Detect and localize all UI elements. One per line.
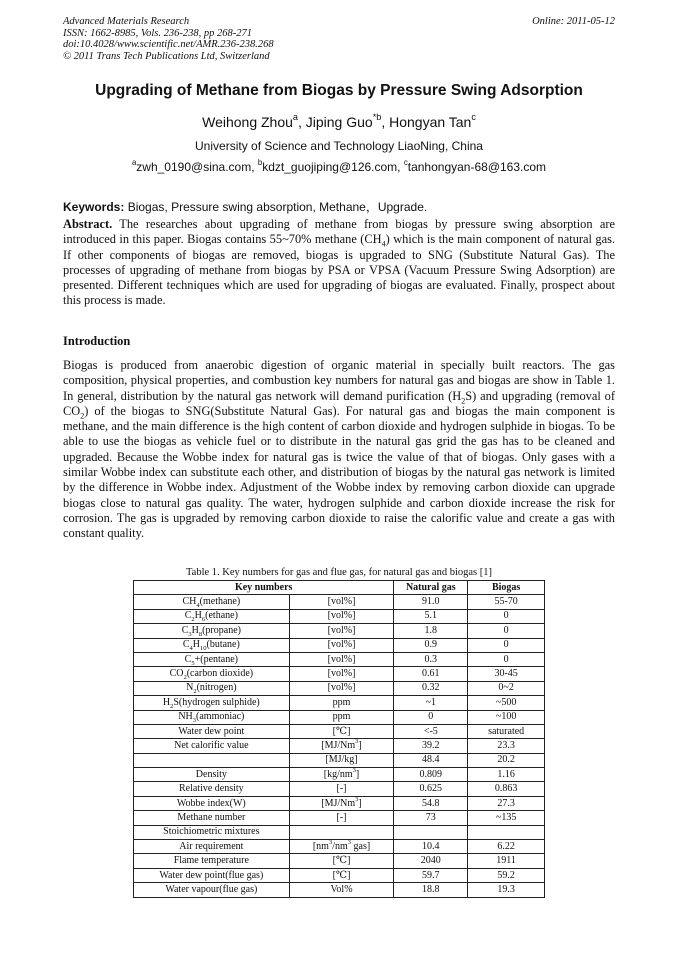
key-cell (134, 796, 290, 810)
biogas-cell: 27.3 (468, 796, 545, 810)
natural-gas-cell: 2040 (394, 854, 468, 868)
biogas-cell: 23.3 (468, 739, 545, 753)
unit-cell (289, 652, 394, 666)
key-cell (134, 638, 290, 652)
cell-text: CH (182, 596, 197, 608)
biogas-cell: 55-70 (468, 595, 545, 609)
table-row (134, 753, 545, 767)
unit-cell (289, 624, 394, 638)
author-name: Hongyan Tan (389, 114, 472, 130)
cell-sub: 3 (192, 717, 197, 725)
natural-gas-cell: <-5 (394, 724, 468, 738)
cell-text: [℃] (332, 725, 351, 737)
biogas-cell: 1911 (468, 854, 545, 868)
cell-text: [-] (336, 811, 347, 823)
cell-text: Stoichiometric mixtures (163, 826, 260, 838)
cell-sub: 2 (193, 688, 197, 696)
natural-gas-cell: 0.32 (394, 681, 468, 695)
cell-text: H (162, 696, 171, 708)
key-cell (134, 883, 290, 897)
key-cell (134, 710, 290, 724)
abstract-text: ) which is the main component of natural gas. If other components of biogas are removed, biogas is upgraded to SNG (Substitute Natural Gas). The processes of upgrading of methane from biogas by PSA or VPSA (Vacuum Pressure Swing Adsorption) are presented. Different techniques which are used for upgrading of biogas are evaluated. Finally, prospect about this process is made. (63, 232, 615, 308)
table-row (134, 609, 545, 623)
biogas-cell: 19.3 (468, 883, 545, 897)
biogas-cell: 0 (468, 652, 545, 666)
biogas-cell: saturated (468, 724, 545, 738)
table-caption: Table 1. Key numbers for gas and flue gas, for natural gas and biogas [1] (185, 567, 492, 578)
biogas-cell: 0 (468, 624, 545, 638)
abstract-label: Abstract. (63, 217, 113, 231)
key-cell (134, 595, 290, 609)
paper-title: Upgrading of Methane from Biogas by Pressure Swing Adsorption (95, 82, 583, 99)
biogas-cell: 0 (468, 609, 545, 623)
author-name: Jiping Guo (305, 114, 373, 130)
cell-text: (carbon dioxide) (186, 668, 254, 680)
cell-sub: 2 (191, 616, 195, 624)
table-row (134, 883, 545, 897)
affiliation: University of Science and Technology LiaoNing, China (195, 139, 483, 153)
cell-text: [vol%] (327, 682, 356, 694)
cell-sub: 6 (201, 616, 206, 624)
cell-sup: 3 (355, 795, 359, 803)
keywords-label: Keywords: (63, 200, 125, 214)
cell-sub: 5 (191, 659, 195, 667)
natural-gas-cell (394, 825, 468, 839)
cell-text: H (194, 610, 202, 622)
table-row (134, 724, 545, 738)
unit-cell (289, 868, 394, 882)
key-cell (134, 825, 290, 839)
keywords-text: Biogas, Pressure swing absorption, Methane，Upgrade. (127, 200, 428, 214)
cell-text: Water vapour(flue gas) (165, 883, 258, 895)
key-cell (134, 782, 290, 796)
table-header-row (134, 581, 545, 595)
key-cell (134, 753, 290, 767)
cell-text: [℃] (332, 869, 351, 881)
unit-cell (289, 710, 394, 724)
cell-text: C (181, 624, 189, 636)
biogas-cell: ~135 (468, 811, 545, 825)
intro-text: ) of the biogas to SNG(Substitute Natural Gas). For natural gas and biogas the main component is methane, and the main difference is the high content of carbon dioxide and hydrogen sulphide in biogas. To be able to use the biogas as vehicle fuel or to distribute in the natural gas grid the gas has to be cleaned and upgraded. Because the Wobbe index for natural gas is twice the value of that of biogas. Only gases with a similar Wobbe index can substitute each other, and distribution of biogas by the natural gas network is limited by the difference in Wobbe index. Adjustment of the Wobbe index by removing carbon dioxide can upgrade biogas close to natural gas quality. The water, hydrogen sulphide and carbon dioxide increase the risk for corrosion. The gas is upgraded by removing carbon dioxide to raise the calorific value and create a gas with constant quality. (63, 403, 615, 541)
table-row (134, 710, 545, 724)
intro-sub: 2 (80, 411, 85, 421)
key-cell (134, 724, 290, 738)
cell-text: (butane) (206, 639, 240, 651)
table-row (134, 739, 545, 753)
natural-gas-cell: 59.7 (394, 868, 468, 882)
header-key-numbers: Key numbers (134, 581, 394, 595)
key-cell (134, 739, 290, 753)
unit-cell (289, 667, 394, 681)
key-cell (134, 609, 290, 623)
natural-gas-cell: 18.8 (394, 883, 468, 897)
cell-text: (ethane) (205, 610, 238, 622)
natural-gas-cell: 0.625 (394, 782, 468, 796)
cell-text: [℃] (332, 855, 351, 867)
biogas-cell: 1.16 (468, 768, 545, 782)
unit-cell (289, 811, 394, 825)
unit-cell (289, 609, 394, 623)
table-row (134, 638, 545, 652)
cell-sub: 2 (183, 674, 187, 682)
doi-line: doi:10.4028/www.scientific.net/AMR.236-238.268 (63, 39, 274, 50)
table-body (134, 595, 545, 897)
key-cell (134, 667, 290, 681)
key-cell (134, 624, 290, 638)
cell-text: [vol%] (327, 624, 356, 636)
natural-gas-cell: 73 (394, 811, 468, 825)
unit-cell (289, 825, 394, 839)
running-header (63, 16, 615, 62)
cell-text: Methane number (177, 811, 246, 823)
key-cell (134, 868, 290, 882)
author-sup: a (292, 112, 298, 123)
unit-cell (289, 638, 394, 652)
unit-cell (289, 681, 394, 695)
cell-text: (nitrogen) (196, 682, 237, 694)
biogas-cell: 30-45 (468, 667, 545, 681)
table-row (134, 595, 545, 609)
cell-text: +(pentane) (194, 653, 238, 665)
email-address[interactable]: tanhongyan-68@163.com (407, 160, 547, 174)
cell-text: Water dew point (178, 725, 245, 737)
cell-text: gas] (351, 840, 371, 852)
key-cell (134, 811, 290, 825)
issn-line: ISSN: 1662-8985, Vols. 236-238, pp 268-271 (63, 27, 252, 39)
unit-cell (289, 796, 394, 810)
key-cell (134, 681, 290, 695)
unit-cell (289, 854, 394, 868)
key-cell (134, 840, 290, 854)
unit-cell (289, 753, 394, 767)
intro-text: Biogas is produced from anaerobic digestion of organic material in specially built reactors. The gas composition, physical properties, and combustion key numbers for natural gas and biogas are show in Table 1. In general, distribution by the natural gas network will demand purification (H (63, 358, 615, 403)
natural-gas-cell: 0.3 (394, 652, 468, 666)
biogas-cell: 59.2 (468, 868, 545, 882)
email-sup: c (403, 158, 408, 168)
natural-gas-cell: 1.8 (394, 624, 468, 638)
natural-gas-cell: 39.2 (394, 739, 468, 753)
cell-text: Air requirement (179, 840, 244, 852)
cell-text: Wobbe index(W) (176, 797, 246, 809)
cell-text: ] (355, 768, 360, 780)
cell-text: S(hydrogen sulphide) (173, 696, 260, 708)
key-cell (134, 652, 290, 666)
table-row (134, 696, 545, 710)
cell-text: /nm (332, 840, 348, 852)
header-natural-gas: Natural gas (394, 581, 468, 595)
email-list: $^a$zwh_0190@sina.com, $^b$kdzt_guojiping@126.com, $^c$tanhongyan-68@163.com (131, 158, 547, 174)
cell-text: Net calorific value (174, 739, 249, 751)
cell-text: Flame temperature (173, 855, 249, 867)
natural-gas-cell: 48.4 (394, 753, 468, 767)
table-row (134, 782, 545, 796)
cell-text: CO (169, 668, 184, 680)
cell-text: (ammoniac) (196, 711, 245, 723)
cell-text: H (192, 639, 200, 651)
author-sup: c (471, 112, 476, 123)
journal-name: Advanced Materials Research (63, 16, 190, 27)
intro-sub: 2 (461, 396, 466, 406)
cell-sup: 3 (355, 738, 359, 746)
natural-gas-cell: 0 (394, 710, 468, 724)
natural-gas-cell: 10.4 (394, 840, 468, 854)
copyright-line: © 2011 Trans Tech Publications Ltd, Switzerland (63, 50, 270, 62)
cell-text: [vol%] (327, 639, 356, 651)
unit-cell (289, 739, 394, 753)
introduction-body (63, 358, 615, 542)
cell-text: Vol% (330, 883, 353, 895)
biogas-cell: 6.22 (468, 840, 545, 854)
natural-gas-cell: 54.8 (394, 796, 468, 810)
cell-text: [-] (336, 783, 347, 795)
cell-sub: 4 (189, 645, 193, 653)
intro-text: S) and upgrading (removal of CO (63, 388, 615, 418)
cell-text: H (191, 624, 199, 636)
introduction-heading: Introduction (63, 334, 131, 348)
cell-text: ] (358, 797, 362, 809)
abstract (63, 217, 615, 309)
natural-gas-cell: 0.61 (394, 667, 468, 681)
cell-sub: 8 (198, 630, 203, 638)
natural-gas-cell: 91.0 (394, 595, 468, 609)
biogas-cell (468, 825, 545, 839)
unit-cell (289, 724, 394, 738)
table-row (134, 681, 545, 695)
cell-text: [vol%] (327, 668, 356, 680)
keywords (63, 198, 615, 215)
cell-text: (propane) (202, 624, 241, 636)
cell-sub: 3 (188, 630, 192, 638)
cell-text: Density (195, 768, 227, 780)
table-row (134, 768, 545, 782)
cell-text: [kg/nm (323, 768, 353, 780)
cell-text: ppm (332, 711, 351, 723)
cell-text: [MJ/kg] (325, 754, 358, 766)
online-date: Online: 2011-05-12 (532, 16, 615, 27)
cell-sup: 3 (347, 838, 352, 846)
table-row (134, 796, 545, 810)
natural-gas-cell: 5.1 (394, 609, 468, 623)
author-list: Weihong Zhou$^a$, Jiping Guo$^{*b}$, Hongyan Tan$^c$ (202, 112, 476, 130)
cell-text: Relative density (178, 783, 244, 795)
table-row (134, 868, 545, 882)
biogas-cell: 0~2 (468, 681, 545, 695)
unit-cell (289, 883, 394, 897)
cell-text: NH (178, 711, 193, 723)
cell-text: ppm (332, 696, 351, 708)
cell-text: ] (358, 739, 362, 751)
cell-text: [vol%] (327, 610, 356, 622)
table-row (134, 840, 545, 854)
key-cell (134, 854, 290, 868)
cell-sub: 4 (196, 602, 200, 610)
table-row (134, 667, 545, 681)
natural-gas-cell: 0.9 (394, 638, 468, 652)
unit-cell (289, 840, 394, 854)
author-name: Weihong Zhou (202, 114, 293, 130)
cell-text: Water dew point(flue gas) (159, 869, 264, 881)
author-sup: *b (372, 112, 382, 123)
biogas-cell: ~500 (468, 696, 545, 710)
key-numbers-table (133, 580, 545, 898)
abstract-text: The researches about upgrading of methane from biogas by pressure swing absorption are introduced in this paper. Biogas contains 55~70% methane (CH (63, 217, 615, 247)
natural-gas-cell: ~1 (394, 696, 468, 710)
cell-sup: 3 (352, 766, 356, 774)
cell-text: C (182, 639, 190, 651)
cell-sup: 3 (328, 838, 333, 846)
cell-text: (methane) (199, 596, 241, 608)
table-row (134, 854, 545, 868)
email-address[interactable]: kdzt_guojiping@126.com (262, 160, 398, 174)
cell-text: C (184, 610, 192, 622)
unit-cell (289, 595, 394, 609)
cell-sub: 2 (170, 702, 174, 710)
table-row (134, 811, 545, 825)
cell-text: C (184, 653, 192, 665)
cell-sub: 10 (200, 645, 207, 653)
email-sup: a (131, 158, 137, 168)
cell-text: [vol%] (327, 596, 356, 608)
email-sup: b (257, 158, 263, 168)
biogas-cell: 20.2 (468, 753, 545, 767)
abstract-sub: 4 (381, 239, 386, 249)
cell-text: [MJ/Nm (321, 797, 356, 809)
biogas-cell: ~100 (468, 710, 545, 724)
unit-cell (289, 768, 394, 782)
table-row (134, 825, 545, 839)
table-row (134, 652, 545, 666)
cell-text: [vol%] (327, 653, 356, 665)
cell-text: [nm (312, 840, 329, 852)
natural-gas-cell: 0.809 (394, 768, 468, 782)
unit-cell (289, 696, 394, 710)
biogas-cell: 0 (468, 638, 545, 652)
unit-cell (289, 782, 394, 796)
key-cell (134, 696, 290, 710)
biogas-cell: 0.863 (468, 782, 545, 796)
key-cell (134, 768, 290, 782)
cell-text: N (186, 682, 194, 694)
table-row (134, 624, 545, 638)
cell-text: [MJ/Nm (321, 739, 356, 751)
email-address[interactable]: zwh_0190@sina.com (136, 160, 252, 174)
header-biogas: Biogas (468, 581, 545, 595)
